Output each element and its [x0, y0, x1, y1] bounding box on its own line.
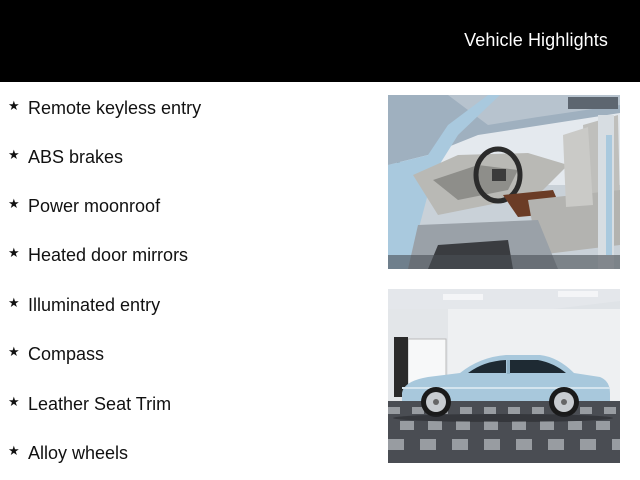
- list-item: [8, 144, 123, 170]
- star-icon: ★: [8, 196, 20, 211]
- list-item: [8, 193, 160, 219]
- star-icon: ★: [8, 443, 20, 458]
- star-icon: ★: [8, 344, 20, 359]
- feature-label: Alloy wheels: [28, 442, 129, 463]
- feature-label: Illuminated entry: [28, 294, 161, 315]
- feature-label: Remote keyless entry: [28, 97, 202, 118]
- star-icon: ★: [8, 394, 20, 409]
- feature-label: Leather Seat Trim: [28, 393, 172, 414]
- list-item: [8, 440, 128, 466]
- star-icon: ★: [8, 295, 20, 310]
- list-item: [8, 242, 188, 268]
- exterior-side-photo: [388, 289, 620, 463]
- page-title: Vehicle Highlights: [464, 30, 608, 50]
- feature-label: Heated door mirrors: [28, 244, 189, 265]
- star-icon: ★: [8, 98, 20, 113]
- interior-photo: [388, 95, 620, 269]
- feature-label: Compass: [28, 343, 105, 364]
- list-item: [8, 341, 104, 367]
- header-bar: [0, 0, 640, 82]
- list-item: [8, 391, 171, 417]
- feature-label: ABS brakes: [28, 146, 124, 167]
- list-item: [8, 95, 201, 121]
- feature-label: Power moonroof: [28, 195, 161, 216]
- star-icon: ★: [8, 245, 20, 260]
- list-item: [8, 292, 160, 318]
- star-icon: ★: [8, 147, 20, 162]
